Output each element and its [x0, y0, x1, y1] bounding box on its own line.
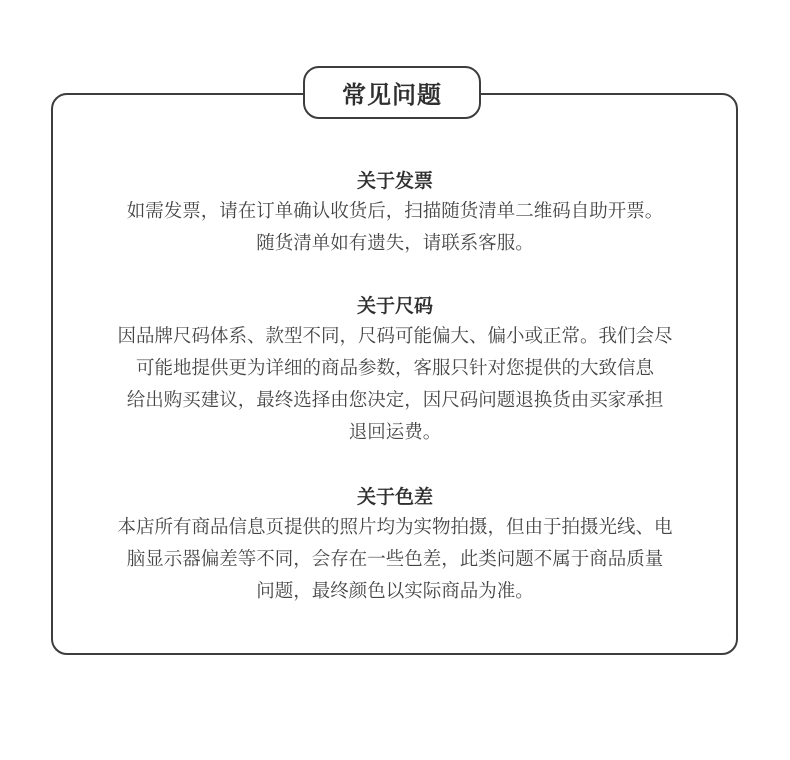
body-line: 随货清单如有遗失，请联系客服。: [256, 233, 534, 254]
body-line: 如需发票，请在订单确认收货后，扫描随货清单二维码自助开票。: [126, 201, 664, 222]
section-heading-color: 关于色差: [356, 486, 433, 508]
body-line: 退回运费。: [348, 422, 442, 443]
section-size: [78, 291, 712, 449]
body-line: 脑显示器偏差等不同，会存在一些色差，此类问题不属于商品质量: [126, 549, 664, 570]
body-line: 因品牌尺码体系、款型不同，尺码可能偏大、偏小或正常。我们会尽: [117, 326, 673, 347]
section-body-size: [78, 321, 712, 449]
section-heading-invoice: 关于发票: [356, 170, 433, 192]
section-body-invoice: [78, 196, 712, 260]
section-invoice: [78, 166, 712, 260]
body-line: 可能地提供更为详细的商品参数，客服只针对您提供的大致信息: [135, 358, 654, 379]
section-color: [78, 482, 712, 608]
body-line: 问题，最终颜色以实际商品为准。: [256, 581, 534, 602]
faq-title: 常见问题: [303, 66, 481, 119]
body-line: 本店所有商品信息页提供的照片均为实物拍摄，但由于拍摄光线、电: [117, 517, 673, 538]
section-heading-size: 关于尺码: [356, 295, 433, 317]
section-body-color: [78, 512, 712, 608]
body-line: 给出购买建议，最终选择由您决定，因尺码问题退换货由买家承担: [126, 390, 664, 411]
